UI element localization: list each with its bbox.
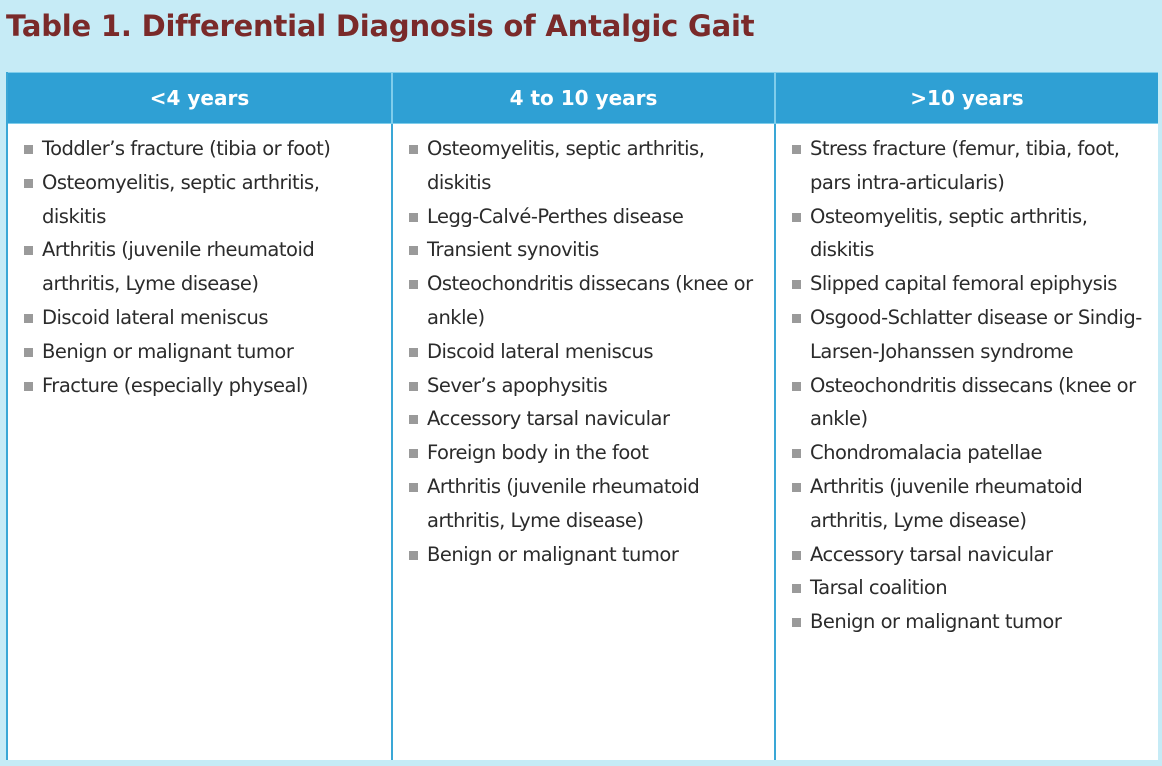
diagnosis-item: Accessory tarsal navicular [403,402,768,436]
column-header-over-10: >10 years [774,72,1158,124]
diagnosis-item: Benign or malignant tumor [786,605,1152,639]
column-header-4-to-10: 4 to 10 years [391,72,774,124]
diagnosis-list [403,132,768,571]
diagnosis-item: Foreign body in the foot [403,436,768,470]
diagnosis-item: Benign or malignant tumor [403,538,768,572]
diagnosis-item: Osgood-Schlatter disease or Sindig-Larsen-Johanssen syndrome [786,301,1152,369]
column-4-to-10 [391,124,774,760]
column-over-10 [774,124,1158,760]
column-header-under-4: <4 years [8,72,391,124]
diagnosis-item: Transient synovitis [403,233,768,267]
diagnosis-item: Chondromalacia patellae [786,436,1152,470]
diagnosis-item: Arthritis (juvenile rheumatoid arthritis, Lyme disease) [403,470,768,538]
diagnosis-item: Discoid lateral meniscus [18,301,385,335]
diagnosis-item: Osteomyelitis, septic arthritis, diskitis [786,200,1152,268]
diagnosis-item: Osteomyelitis, septic arthritis, diskitis [18,166,385,234]
diagnosis-list [786,132,1152,639]
table-title: Table 1. Differential Diagnosis of Antalgic Gait [6,9,755,43]
diagnosis-item: Legg-Calvé-Perthes disease [403,200,768,234]
diagnosis-item: Arthritis (juvenile rheumatoid arthritis, Lyme disease) [786,470,1152,538]
diagnosis-item: Osteochondritis dissecans (knee or ankle) [403,267,768,335]
diagnosis-item: Slipped capital femoral epiphysis [786,267,1152,301]
diagnosis-item: Arthritis (juvenile rheumatoid arthritis, Lyme disease) [18,233,385,301]
diagnosis-item: Fracture (especially physeal) [18,369,385,403]
diagnosis-item: Accessory tarsal navicular [786,538,1152,572]
diagnosis-item: Benign or malignant tumor [18,335,385,369]
diagnosis-item: Osteomyelitis, septic arthritis, diskitis [403,132,768,200]
diagnosis-item: Sever’s apophysitis [403,369,768,403]
diagnosis-item: Tarsal coalition [786,571,1152,605]
diagnosis-item: Discoid lateral meniscus [403,335,768,369]
diagnosis-table [6,72,1156,760]
diagnosis-list [18,132,385,402]
column-under-4 [8,124,391,760]
diagnosis-item: Osteochondritis dissecans (knee or ankle) [786,369,1152,437]
diagnosis-item: Toddler’s fracture (tibia or foot) [18,132,385,166]
diagnosis-item: Stress fracture (femur, tibia, foot, pars intra-articularis) [786,132,1152,200]
